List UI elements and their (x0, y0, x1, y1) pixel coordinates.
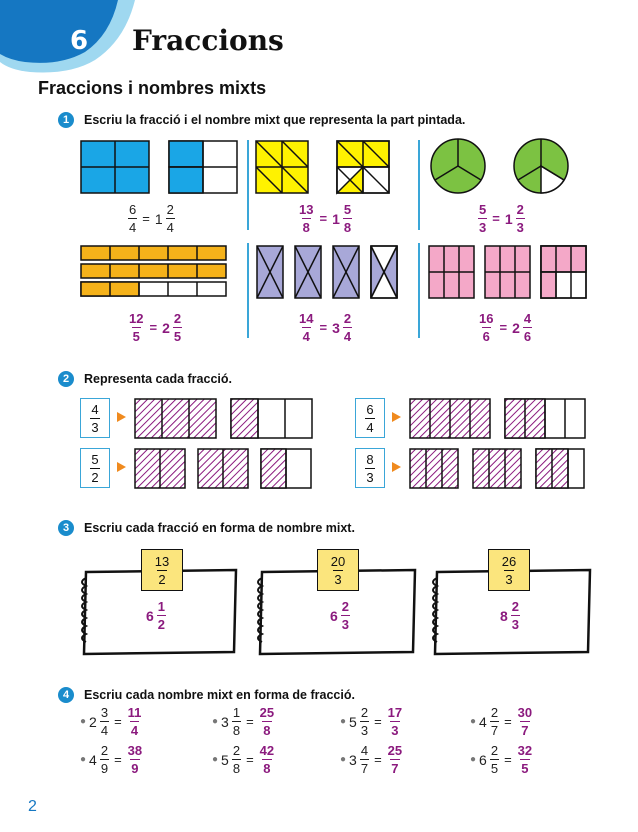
ex1-answer-1: $\frac{6}{4}$ = 1 $\frac{2}{4}$ (129, 202, 174, 235)
arrow-icon (392, 412, 401, 422)
ex4-item: ● 4 $\frac{2}{7}$ = $\frac{30}{7}$ (470, 705, 533, 738)
ex4-item: ● 6 $\frac{2}{5}$ = $\frac{32}{5}$ (470, 743, 533, 776)
representation-8-3 (409, 448, 589, 490)
ex4-item: ● 3 $\frac{1}{8}$ = $\frac{25}{8}$ (212, 705, 275, 738)
sticky-note: $\frac{26}{3}$ (488, 549, 530, 591)
unit-number: 6 (70, 26, 89, 56)
divider (247, 243, 249, 338)
lavender-rects-figure (256, 245, 404, 300)
yellow-triangles-figure (255, 140, 395, 195)
divider (418, 243, 420, 338)
exercise-4-header (58, 687, 355, 703)
fraction-box: $\frac{4}{3}$ (80, 398, 110, 438)
bullet-icon: ● (212, 754, 219, 765)
exercise-2-header (58, 371, 232, 387)
exercise-number: 4 (58, 687, 74, 703)
exercise-instruction: Escriu cada nombre mixt en forma de fracció. (84, 688, 355, 702)
exercise-number: 3 (58, 520, 74, 536)
ex4-item: ● 3 $\frac{4}{7}$ = $\frac{25}{7}$ (340, 743, 403, 776)
exercise-number: 1 (58, 112, 74, 128)
exercise-1-header (58, 112, 465, 128)
ex1-answer-3: $\frac{5}{3}$ = 1 $\frac{2}{3}$ (479, 202, 524, 235)
arrow-icon (117, 462, 126, 472)
representation-4-3 (134, 398, 314, 440)
section-title: Fraccions i nombres mixts (38, 78, 267, 98)
bullet-icon: ● (80, 716, 87, 727)
ex4-item: ● 4 $\frac{2}{9}$ = $\frac{38}{9}$ (80, 743, 143, 776)
ex4-item: ● 5 $\frac{2}{8}$ = $\frac{42}{8}$ (212, 743, 275, 776)
ex4-item: ● 2 $\frac{3}{4}$ = $\frac{11}{4}$ (80, 705, 142, 738)
sticky-note: $\frac{13}{2}$ (141, 549, 183, 591)
page-number: 2 (28, 798, 37, 815)
bullet-icon: ● (470, 754, 477, 765)
representation-6-4 (409, 398, 589, 440)
bullet-icon: ● (340, 716, 347, 727)
ex1-answer-4: $\frac{12}{5}$ = 2 $\frac{2}{5}$ (129, 311, 182, 344)
exercise-instruction: Representa cada fracció. (84, 372, 232, 386)
bullet-icon: ● (80, 754, 87, 765)
exercise-3-header (58, 520, 355, 536)
exercise-instruction: Escriu cada fracció en forma de nombre mixt. (84, 521, 355, 535)
orange-bars-figure (80, 245, 230, 300)
fraction-box: $\frac{6}{4}$ (355, 398, 385, 438)
exercise-number: 2 (58, 371, 74, 387)
fraction-box: $\frac{5}{2}$ (80, 448, 110, 488)
bullet-icon: ● (340, 754, 347, 765)
green-circles-figure (430, 138, 570, 198)
sticky-note: $\frac{20}{3}$ (317, 549, 359, 591)
representation-5-2 (134, 448, 314, 490)
ex1-answer-6: $\frac{16}{6}$ = 2 $\frac{4}{6}$ (479, 311, 532, 344)
fraction-box: $\frac{8}{3}$ (355, 448, 385, 488)
unit-title: Fraccions (132, 24, 284, 57)
exercise-instruction: Escriu la fracció i el nombre mixt que representa la part pintada. (84, 113, 466, 127)
divider (418, 140, 420, 230)
arrow-icon (392, 462, 401, 472)
ex3-answer-2: 6 $\frac{2}{3}$ (330, 599, 350, 632)
blue-squares-figure (80, 140, 240, 195)
arrow-icon (117, 412, 126, 422)
bullet-icon: ● (212, 716, 219, 727)
ex3-answer-3: 8 $\frac{2}{3}$ (500, 599, 520, 632)
divider (247, 140, 249, 230)
ex1-answer-5: $\frac{14}{4}$ = 3 $\frac{2}{4}$ (299, 311, 352, 344)
pink-grids-figure (428, 245, 588, 300)
ex3-answer-1: 6 $\frac{1}{2}$ (146, 599, 166, 632)
ex1-answer-2: $\frac{13}{8}$ = 1 $\frac{5}{8}$ (299, 202, 352, 235)
bullet-icon: ● (470, 716, 477, 727)
ex4-item: ● 5 $\frac{2}{3}$ = $\frac{17}{3}$ (340, 705, 403, 738)
